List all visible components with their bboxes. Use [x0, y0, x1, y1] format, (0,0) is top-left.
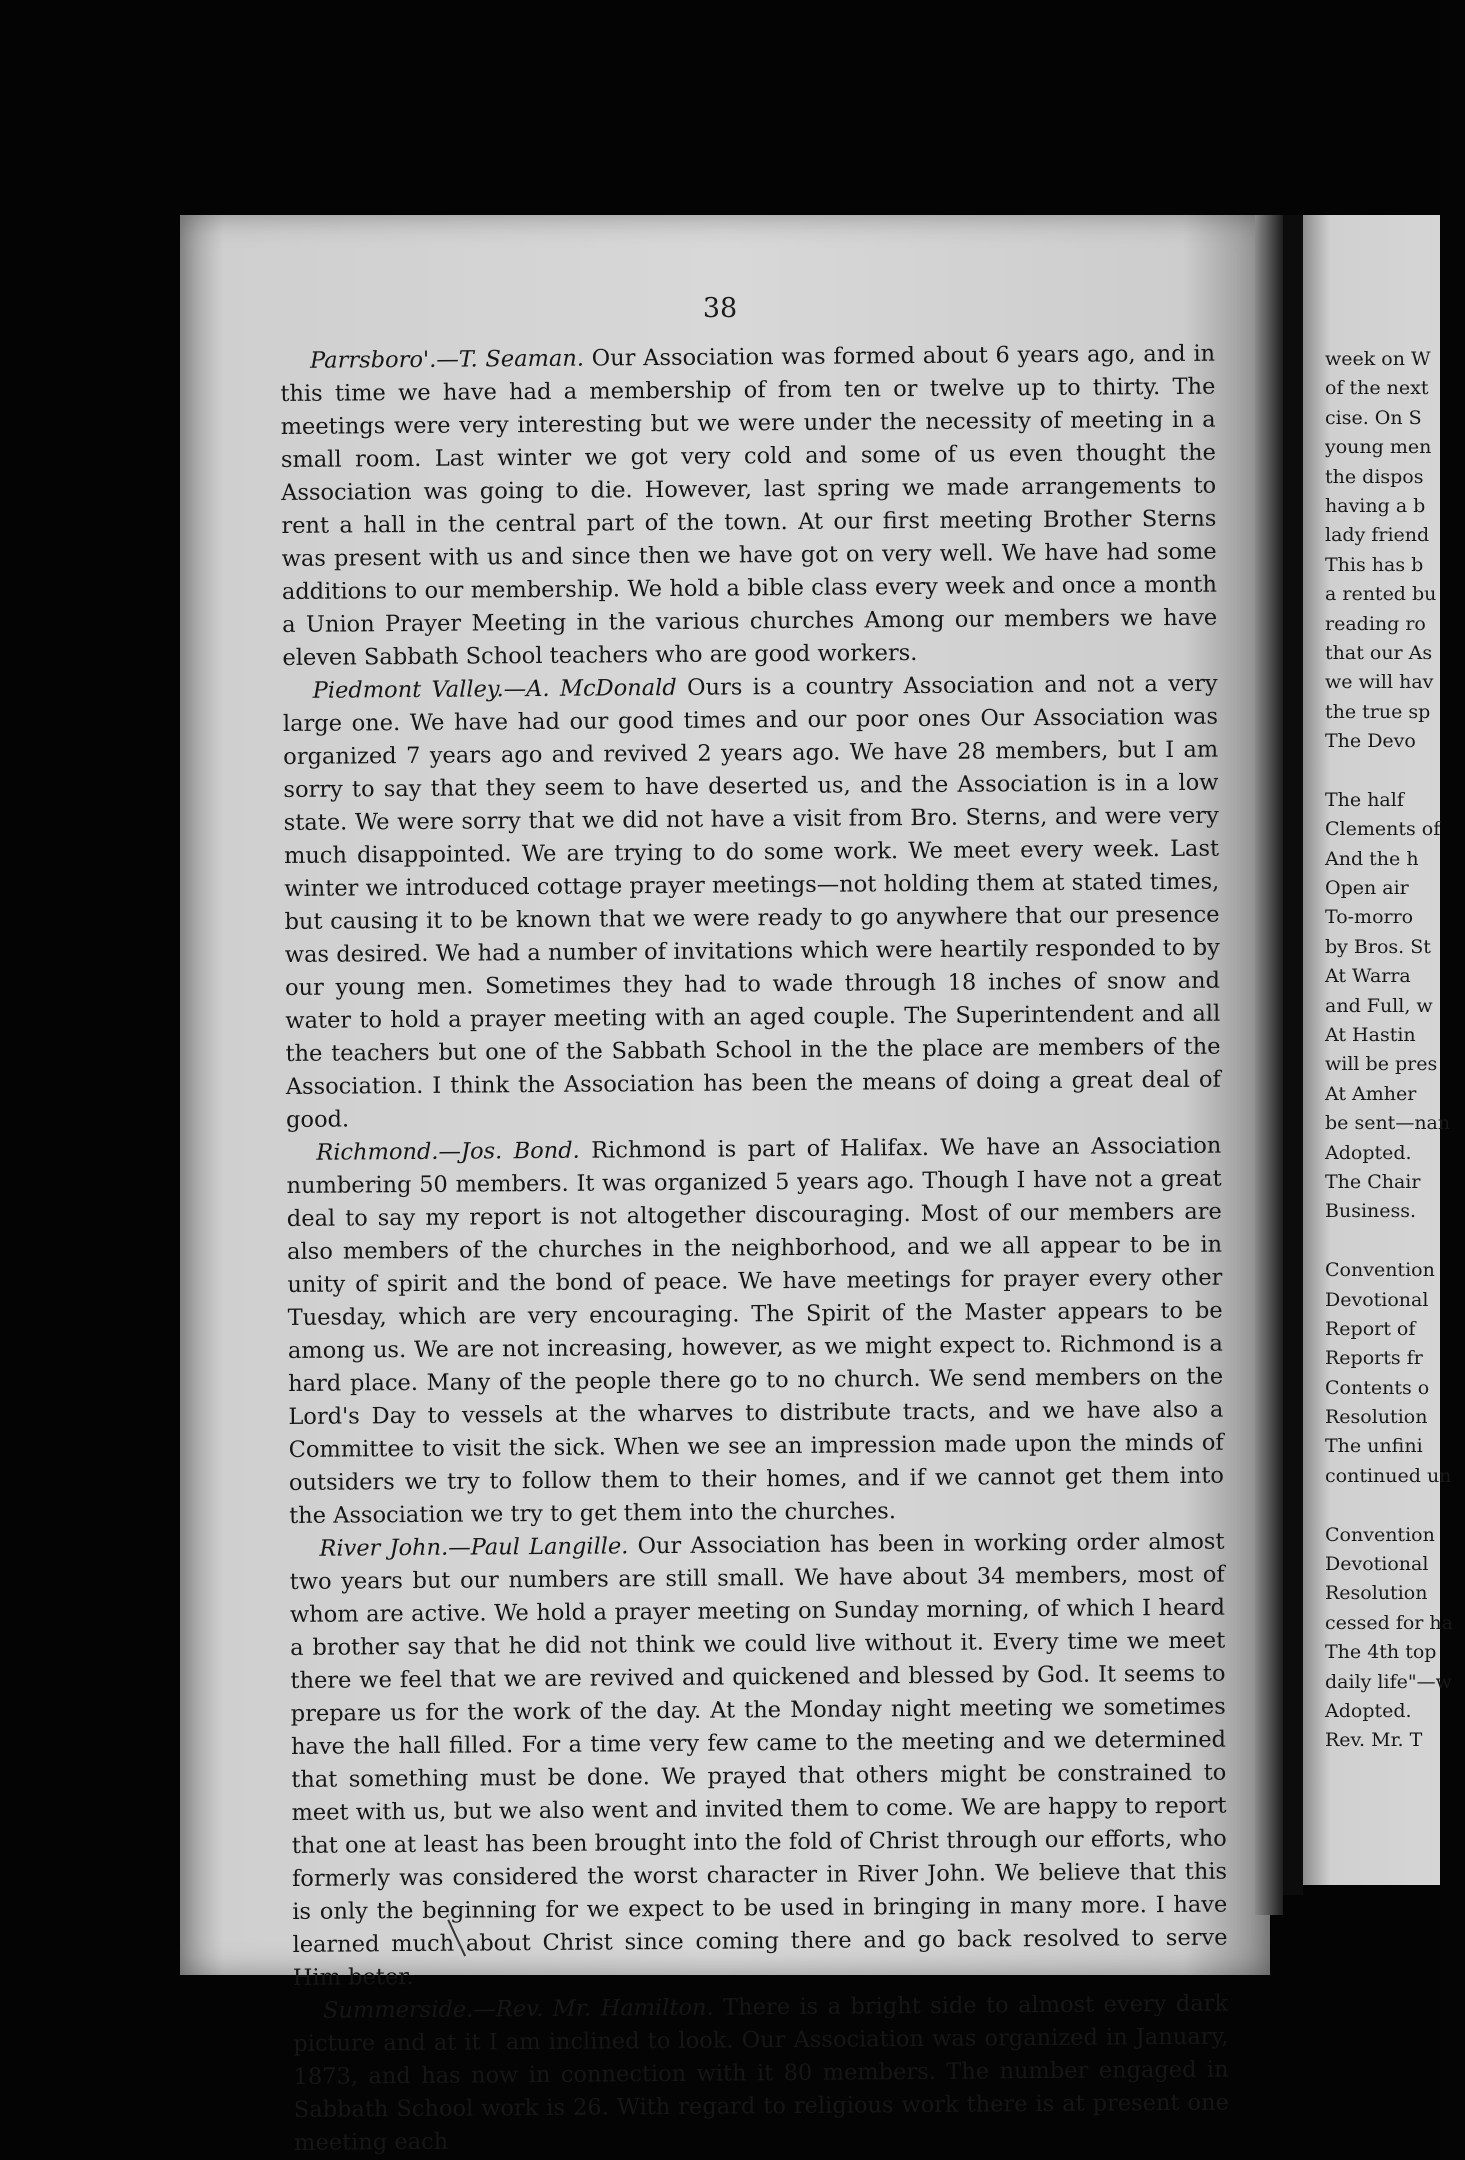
- facing-page-line: The half: [1325, 788, 1404, 811]
- facing-page-line: daily life"—w: [1325, 1670, 1452, 1693]
- facing-page-line: [1325, 756, 1465, 785]
- facing-page-line: young men: [1325, 436, 1432, 459]
- facing-page-line: and Full, w: [1325, 994, 1433, 1017]
- report-paragraph: [286, 1130, 1224, 1533]
- facing-page-line: Reports fr: [1325, 1347, 1423, 1370]
- facing-page-line: week on W: [1325, 348, 1431, 370]
- page-number: 38: [702, 293, 738, 324]
- facing-page-line: Resolution: [1325, 1582, 1428, 1605]
- facing-page-line: Devotional: [1325, 1553, 1429, 1576]
- report-heading: Piedmont Valley.—A. McDonald: [312, 674, 677, 704]
- facing-page-line: we will hav: [1325, 671, 1434, 694]
- facing-page-line: by Bros. St: [1325, 935, 1431, 958]
- facing-page-line: that our As: [1325, 641, 1433, 664]
- facing-page-line: This has b: [1325, 553, 1424, 576]
- facing-page-line: The Devo: [1325, 730, 1416, 753]
- facing-page-line: Open air: [1325, 877, 1409, 900]
- facing-page-line: Business.: [1325, 1200, 1417, 1223]
- facing-page-line: Convention: [1325, 1259, 1435, 1282]
- facing-page-line: cessed for ha: [1325, 1611, 1453, 1634]
- report-text: Our Association was formed about 6 years ago, and in this time we have had a membership of from ten or twelve up to thirty. The meetings were very interesting but we were under the necessity of meeting in a small room. Last winter we got very cold and some of us even thought the Association was going to die. However, last spring we made arrangements to rent a hall in the central part of the town. At our first meeting Brother Sterns was present with us and since then we have got on very well. We have had some additions to our membership. We hold a bible class every week and once a month a Union Prayer Meeting in the various churches Among our members we have eleven Sabbath School teachers who are good workers.: [280, 340, 1218, 671]
- facing-page-line: will be pres: [1325, 1053, 1438, 1076]
- facing-page-text: [1325, 345, 1465, 1756]
- page-gutter: [1255, 215, 1283, 1915]
- facing-page-line: cise. On S: [1325, 406, 1422, 429]
- facing-page-line: Adopted.: [1325, 1699, 1412, 1722]
- facing-page-line: be sent—nan: [1325, 1112, 1451, 1135]
- facing-page-line: And the h: [1325, 847, 1419, 870]
- report-paragraph: [289, 1526, 1228, 1995]
- facing-page-line: of the next: [1325, 377, 1429, 400]
- facing-page-line: Clements of: [1325, 818, 1441, 841]
- facing-page-line: The unfini: [1325, 1435, 1423, 1458]
- facing-page-line: At Amher: [1325, 1082, 1417, 1105]
- facing-page-line: Resolution: [1325, 1406, 1428, 1429]
- facing-page-line: Convention: [1325, 1523, 1435, 1546]
- report-paragraph: [293, 1988, 1229, 2160]
- report-heading: Parrsboro'.—T. Seaman.: [310, 345, 585, 374]
- facing-page-line: [1325, 1227, 1465, 1256]
- facing-page-line: To-morro: [1325, 906, 1414, 929]
- facing-page-line: Rev. Mr. T: [1325, 1729, 1423, 1752]
- facing-page-line: continued un: [1325, 1464, 1452, 1487]
- facing-page-line: the true sp: [1325, 700, 1431, 723]
- facing-page-line: The Chair: [1325, 1170, 1421, 1193]
- facing-page-line: The 4th top: [1325, 1641, 1437, 1664]
- page-edge: [1283, 215, 1303, 1895]
- facing-page-line: Adopted.: [1325, 1141, 1412, 1164]
- report-heading: Richmond.—Jos. Bond.: [316, 1137, 580, 1166]
- facing-page-line: lady friend: [1325, 524, 1430, 547]
- facing-page-line: Devotional: [1325, 1288, 1429, 1311]
- facing-page-line: a rented bu: [1325, 583, 1437, 606]
- facing-page: [1303, 215, 1453, 1885]
- report-paragraph: [280, 338, 1218, 675]
- report-heading: Summerside.—Rev. Mr. Hamilton.: [322, 1994, 714, 2024]
- facing-page-line: [1325, 1491, 1465, 1520]
- report-text: Richmond is part of Halifax. We have an Association numbering 50 members. It was organized 5 years ago. Though I have not a great deal to say my report is not altogether discouraging. Most of our members are also members of the churches in the neighborhood, and we all appear to be in unity of spirit and the bond of peace. We have meetings for prayer every other Tuesday, which are very encouraging. The Spirit of the Master appears to be among us. We are not increasing, however, as we might expect to. Richmond is a hard place. Many of the people there go to no church. We send members on the Lord's Day to vessels at the wharves to distribute tracts, and we have also a Committee to visit the sick. When we see an impression made upon the minds of outsiders we try to follow them to their homes, and if we cannot get them into the Association we try to get them into the churches.: [286, 1132, 1225, 1529]
- facing-page-line: the dispos: [1325, 465, 1424, 488]
- report-text: Our Association has been in working order almost two years but our numbers are still small. We have about 34 members, most of whom are active. We hold a prayer meeting on Sunday morning, of which I heard a brother say that he did not think we could live without it. Every time we meet there we feel that we are revived and quickened and blessed by God. It seems to prepare us for the work of the day. At the Monday night meeting we sometimes have the hall filled. For a time very few came to the meeting and we determined that something must be done. We prayed that others might be constrained to meet with us, but we also went and invited them to come. We are happy to report that one at least has been brought into the fold of Christ through our efforts, who formerly was considered the worst character in River John. We believe that this is only the beginning for we expect to be used in bringing in many more. I have learned much about Christ since coming there and go back resolved to serve Him beter.: [289, 1528, 1228, 1991]
- report-heading: River John.—Paul Langille.: [319, 1533, 629, 1562]
- facing-page-line: having a b: [1325, 494, 1426, 517]
- facing-page-line: At Hastin: [1325, 1023, 1416, 1046]
- report-paragraph: [283, 668, 1222, 1137]
- facing-page-line: At Warra: [1325, 965, 1411, 988]
- report-text: Ours is a country Association and not a very large one. We have had our good times and our poor ones Our Association was organized 7 years ago and revived 2 years ago. We have 28 members, but I am sorry to say that they seem to have deserted us, and the Association is in a low state. We were sorry that we did not have a visit from Bro. Sterns, and were very much disappointed. We are trying to do some work. We meet every week. Last winter we introduced cottage prayer meetings—not holding them at stated times, but causing it to be known that we were ready to go anywhere that our presence was desired. We had a number of invitations which were heartily responded to by our young men. Sometimes they had to wade through 18 inches of snow and water to hold a prayer meeting with an aged couple. The Superintendent and all the teachers but one of the Sabbath School in the the place are members of the Association. I think the Association has been the means of doing a great deal of good.: [282, 670, 1221, 1133]
- facing-page-line: Report of: [1325, 1317, 1416, 1340]
- facing-page-line: Contents o: [1325, 1376, 1430, 1399]
- report-text: There is a bright side to almost every dark picture and at it I am inclined to look. Our Association was organized in January, 1873, and has now in connection with it 80 members. The number engaged in Sabbath School work is 26. With regard to religious work there is at present one meeting each: [293, 1990, 1229, 2156]
- page-body: [280, 338, 1229, 2160]
- facing-page-line: reading ro: [1325, 612, 1426, 635]
